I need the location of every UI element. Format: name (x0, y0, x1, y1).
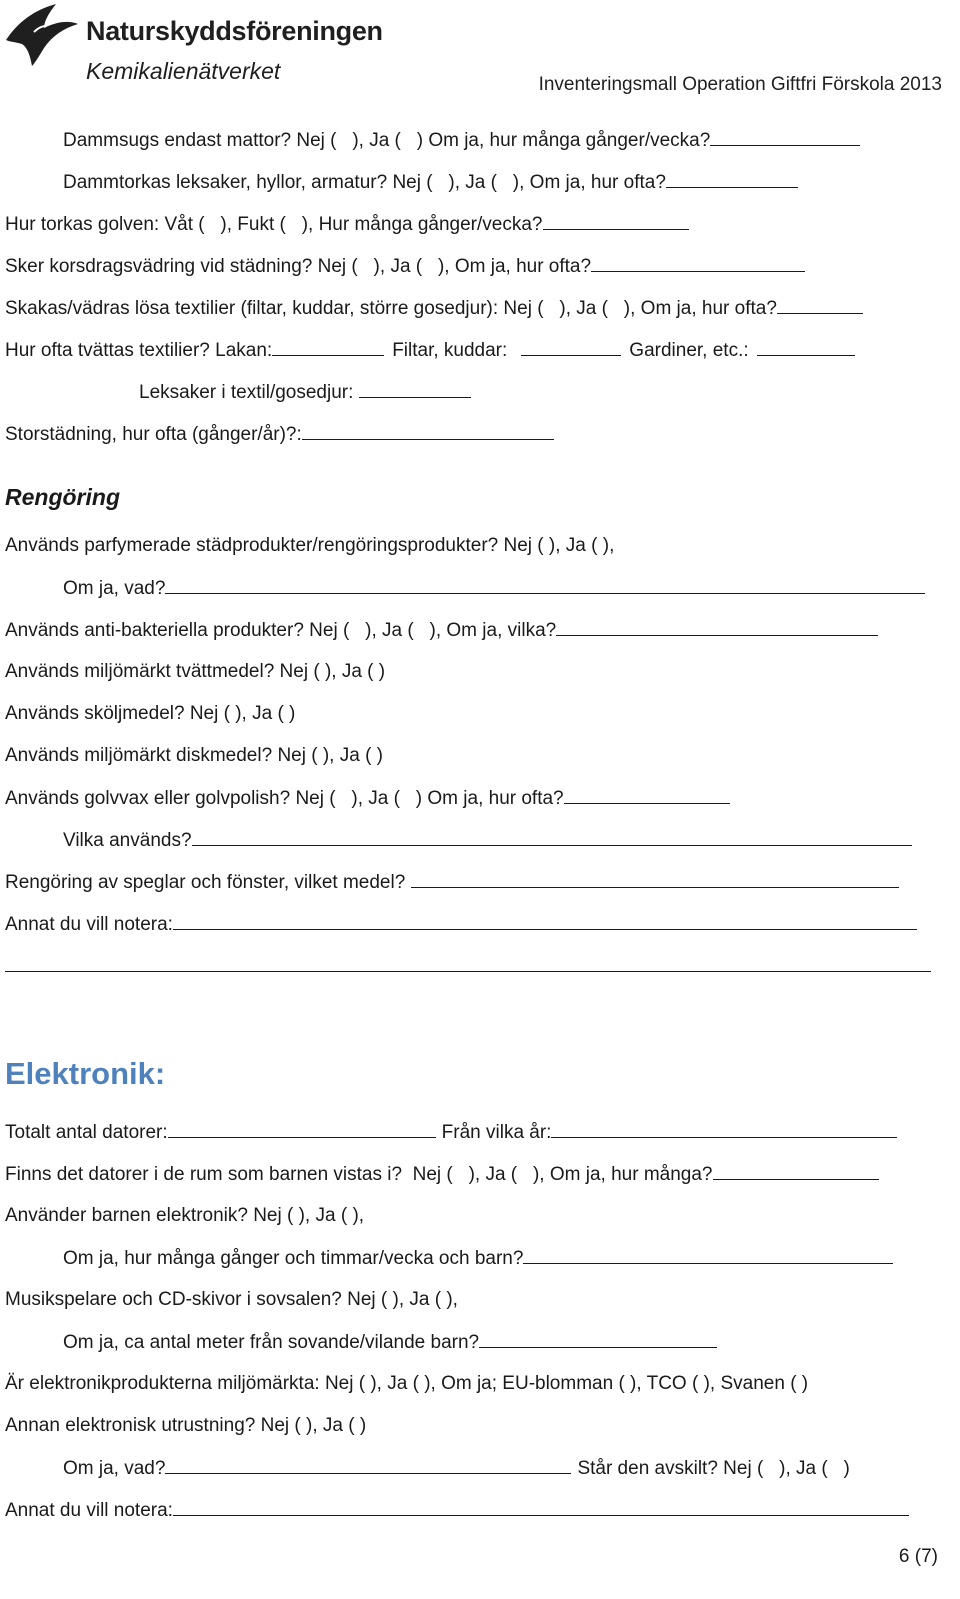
music-player-question: Musikspelare och CD-skivor i sovsalen? Nej ( ), Ja ( ), (5, 1289, 458, 1310)
floor-wax-followup: Vilka används? (63, 828, 912, 853)
section-heading-rengoring: Rengöring (5, 484, 120, 510)
floor-wax-question: Används golvvax eller golvpolish? Nej ( ), Ja ( ) Om ja, hur ofta? (5, 786, 730, 811)
computers-count-question: Totalt antal datorer: Från vilka år: (5, 1120, 897, 1145)
cleaning-notes-field-line-2[interactable] (5, 954, 931, 972)
deep-cleaning-answer-field[interactable] (302, 422, 554, 440)
music-player-distance-field[interactable] (479, 1330, 717, 1348)
children-electronics-followup: Om ja, hur många gånger och timmar/vecka och barn? (63, 1246, 893, 1271)
antibacterial-question: Används anti-bakteriella produkter? Nej ( ), Ja ( ), Om ja, vilka? (5, 618, 878, 643)
vacuum-answer-field[interactable] (710, 128, 860, 146)
ventilation-question: Sker korsdragsvädring vid städning? Nej ( ), Ja ( ), Om ja, hur ofta? (5, 254, 805, 279)
antibacterial-answer-field[interactable] (556, 618, 878, 636)
soft-toys-answer-field[interactable] (359, 380, 471, 398)
perfumed-products-followup: Om ja, vad? (63, 576, 925, 601)
bird-logo-icon (4, 2, 80, 66)
floor-wax-frequency-field[interactable] (564, 786, 730, 804)
eco-dish-soap-question: Används miljömärkt diskmedel? Nej ( ), Ja ( ) (5, 745, 383, 766)
computers-in-rooms-field[interactable] (713, 1162, 879, 1180)
sheets-answer-field[interactable] (272, 338, 384, 356)
blankets-answer-field[interactable] (521, 338, 621, 356)
other-electronics-question: Annan elektronisk utrustning? Nej ( ), Ja ( ) (5, 1415, 367, 1436)
other-electronics-field[interactable] (165, 1456, 571, 1474)
perfumed-products-answer-field[interactable] (165, 576, 925, 594)
textile-airing-question: Skakas/vädras lösa textilier (filtar, kuddar, större gosedjur): Nej ( ), Ja ( ), Om ja, hur ofta? (5, 296, 863, 321)
deep-cleaning-question: Storstädning, hur ofta (gånger/år)?: (5, 422, 554, 447)
dusting-question: Dammtorkas leksaker, hyllor, armatur? Nej ( ), Ja ( ), Om ja, hur ofta? (63, 170, 798, 195)
cleaning-notes-continuation (5, 954, 931, 979)
organization-name: Naturskyddsföreningen (86, 16, 383, 46)
page-number: 6 (7) (898, 1546, 938, 1567)
cleaning-notes-label: Annat du vill notera: (5, 912, 917, 937)
children-electronics-field[interactable] (523, 1246, 893, 1264)
floor-cleaning-question: Hur torkas golven: Våt ( ), Fukt ( ), Hur många gånger/vecka? (5, 212, 689, 237)
ventilation-answer-field[interactable] (591, 254, 805, 272)
other-electronics-followup: Om ja, vad? Står den avskilt? Nej ( ), Ja ( ) (63, 1458, 850, 1479)
textile-washing-question: Hur ofta tvättas textilier? Lakan: Filtar, kuddar: Gardiner, etc.: (5, 338, 855, 363)
curtains-answer-field[interactable] (757, 338, 855, 356)
computers-count-field[interactable] (168, 1120, 436, 1138)
floor-wax-products-field[interactable] (192, 828, 912, 846)
eco-detergent-question: Används miljömärkt tvättmedel? Nej ( ), Ja ( ) (5, 661, 386, 682)
dusting-answer-field[interactable] (666, 170, 798, 188)
textile-airing-answer-field[interactable] (777, 296, 863, 314)
organization-logo (4, 2, 384, 92)
perfumed-products-question: Används parfymerade städprodukter/rengöringsprodukter? Nej ( ), Ja ( ), (5, 535, 615, 556)
mirror-window-question: Rengöring av speglar och fönster, vilket medel? (5, 870, 899, 895)
section-heading-elektronik: Elektronik: (5, 1056, 166, 1091)
cleaning-notes-field[interactable] (173, 912, 917, 930)
electronics-notes-label: Annat du vill notera: (5, 1498, 909, 1523)
document-title: Inventeringsmall Operation Giftfri Förskola 2013 (538, 74, 942, 95)
computers-years-field[interactable] (551, 1120, 897, 1138)
eco-label-question: Är elektronikprodukterna miljömärkta: Nej ( ), Ja ( ), Om ja; EU-blomman ( ), TCO ( ), Svanen ( ) (5, 1373, 809, 1394)
children-electronics-question: Använder barnen elektronik? Nej ( ), Ja ( ), (5, 1205, 365, 1226)
soft-toys-question: Leksaker i textil/gosedjur: (139, 380, 471, 405)
electronics-notes-field[interactable] (173, 1498, 909, 1516)
vacuum-question: Dammsugs endast mattor? Nej ( ), Ja ( ) Om ja, hur många gånger/vecka? (63, 128, 860, 153)
music-player-followup: Om ja, ca antal meter från sovande/vilande barn? (63, 1330, 717, 1355)
mirror-window-answer-field[interactable] (411, 870, 899, 888)
floor-cleaning-answer-field[interactable] (543, 212, 689, 230)
organization-subtitle: Kemikalienätverket (86, 58, 281, 84)
computers-in-rooms-question: Finns det datorer i de rum som barnen vistas i? Nej ( ), Ja ( ), Om ja, hur många? (5, 1162, 879, 1187)
fabric-softener-question: Används sköljmedel? Nej ( ), Ja ( ) (5, 703, 296, 724)
